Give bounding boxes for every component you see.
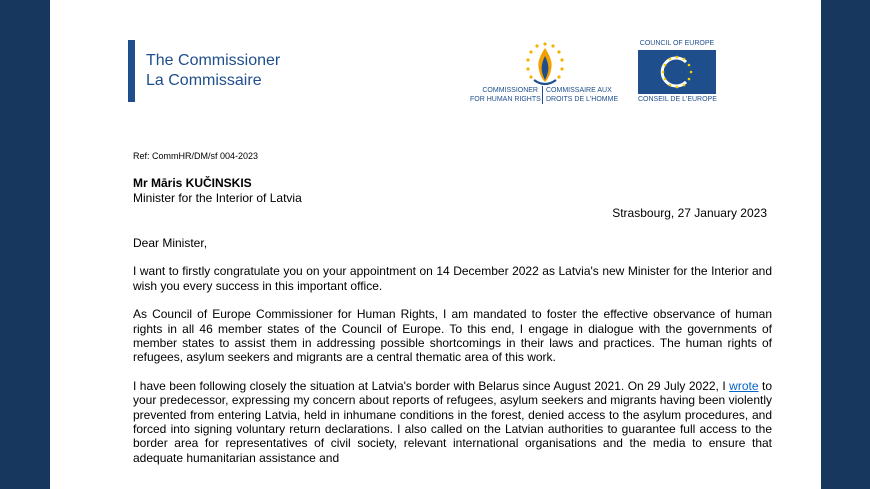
greeting: Dear Minister, [133,236,208,250]
coe-label-fr: CONSEIL DE L'EUROPE [638,96,717,103]
coe-flag [638,50,716,94]
letter-page [50,0,821,489]
paragraph-1: I want to firstly congratulate you on your appointment on 14 December 2022 as Latvia's new Minister for the Interior and wish you every success in this important office. [133,264,772,293]
paragraph-3-end: to your predecessor, expressing my concern about reports of refugees, asylum seekers and migrants having been violently prevented from entering Latvia, held in inhumane conditions in the forest, denied access to the asylum procedures, and forced into signing voluntary return declarations. I also called on the Latvian authorities to guarantee full access to the border area for representatives of civil society, relevant international organisations and the media to ensure that adequate humanitarian assistance and [133,378,772,465]
flame-icon [520,40,570,90]
reference-number: Ref: CommHR/DM/sf 004-2023 [133,151,259,161]
paragraph-2: As Council of Europe Commissioner for Human Rights, I am mandated to foster the effective observance of human rights in all 46 member states of the Council of Europe. To this end, I engage in dialogue with the governments of member states to assist them in addressing possible shortcomings in their laws and practices. The human rights of refugees, asylum seekers and migrants are a central thematic area of this work. [133,307,772,365]
commissioner-title-fr: La Commissaire [146,72,262,89]
coe-stars-icon [638,50,716,94]
letter-date: Strasbourg, 27 January 2023 [612,206,767,220]
chr-label-fr-1: COMMISSAIRE AUX [546,87,612,94]
human-rights-logo [468,40,620,104]
coe-label-en: COUNCIL OF EUROPE [639,40,715,47]
letter-body [133,236,772,479]
wrote-link[interactable]: wrote [729,378,759,393]
commissioner-title-block [128,40,280,102]
chr-label-en-2: FOR HUMAN RIGHTS [470,96,541,103]
logo-divider [542,86,543,104]
recipient-name: Mr Māris KUČINSKIS [133,176,252,190]
recipient-title: Minister for the Interior of Latvia [133,191,302,205]
recipient-block [133,176,302,206]
paragraph-3 [133,379,772,465]
commissioner-title-en: The Commissioner [146,52,281,69]
chr-label-fr-2: DROITS DE L'HOMME [546,96,619,103]
chr-label-en-1: COMMISSIONER [482,87,538,94]
paragraph-3-start: I have been following closely the situation at Latvia's border with Belarus since August 2021. On 29 July 2022, I [133,378,730,393]
council-of-europe-logo [638,40,716,104]
